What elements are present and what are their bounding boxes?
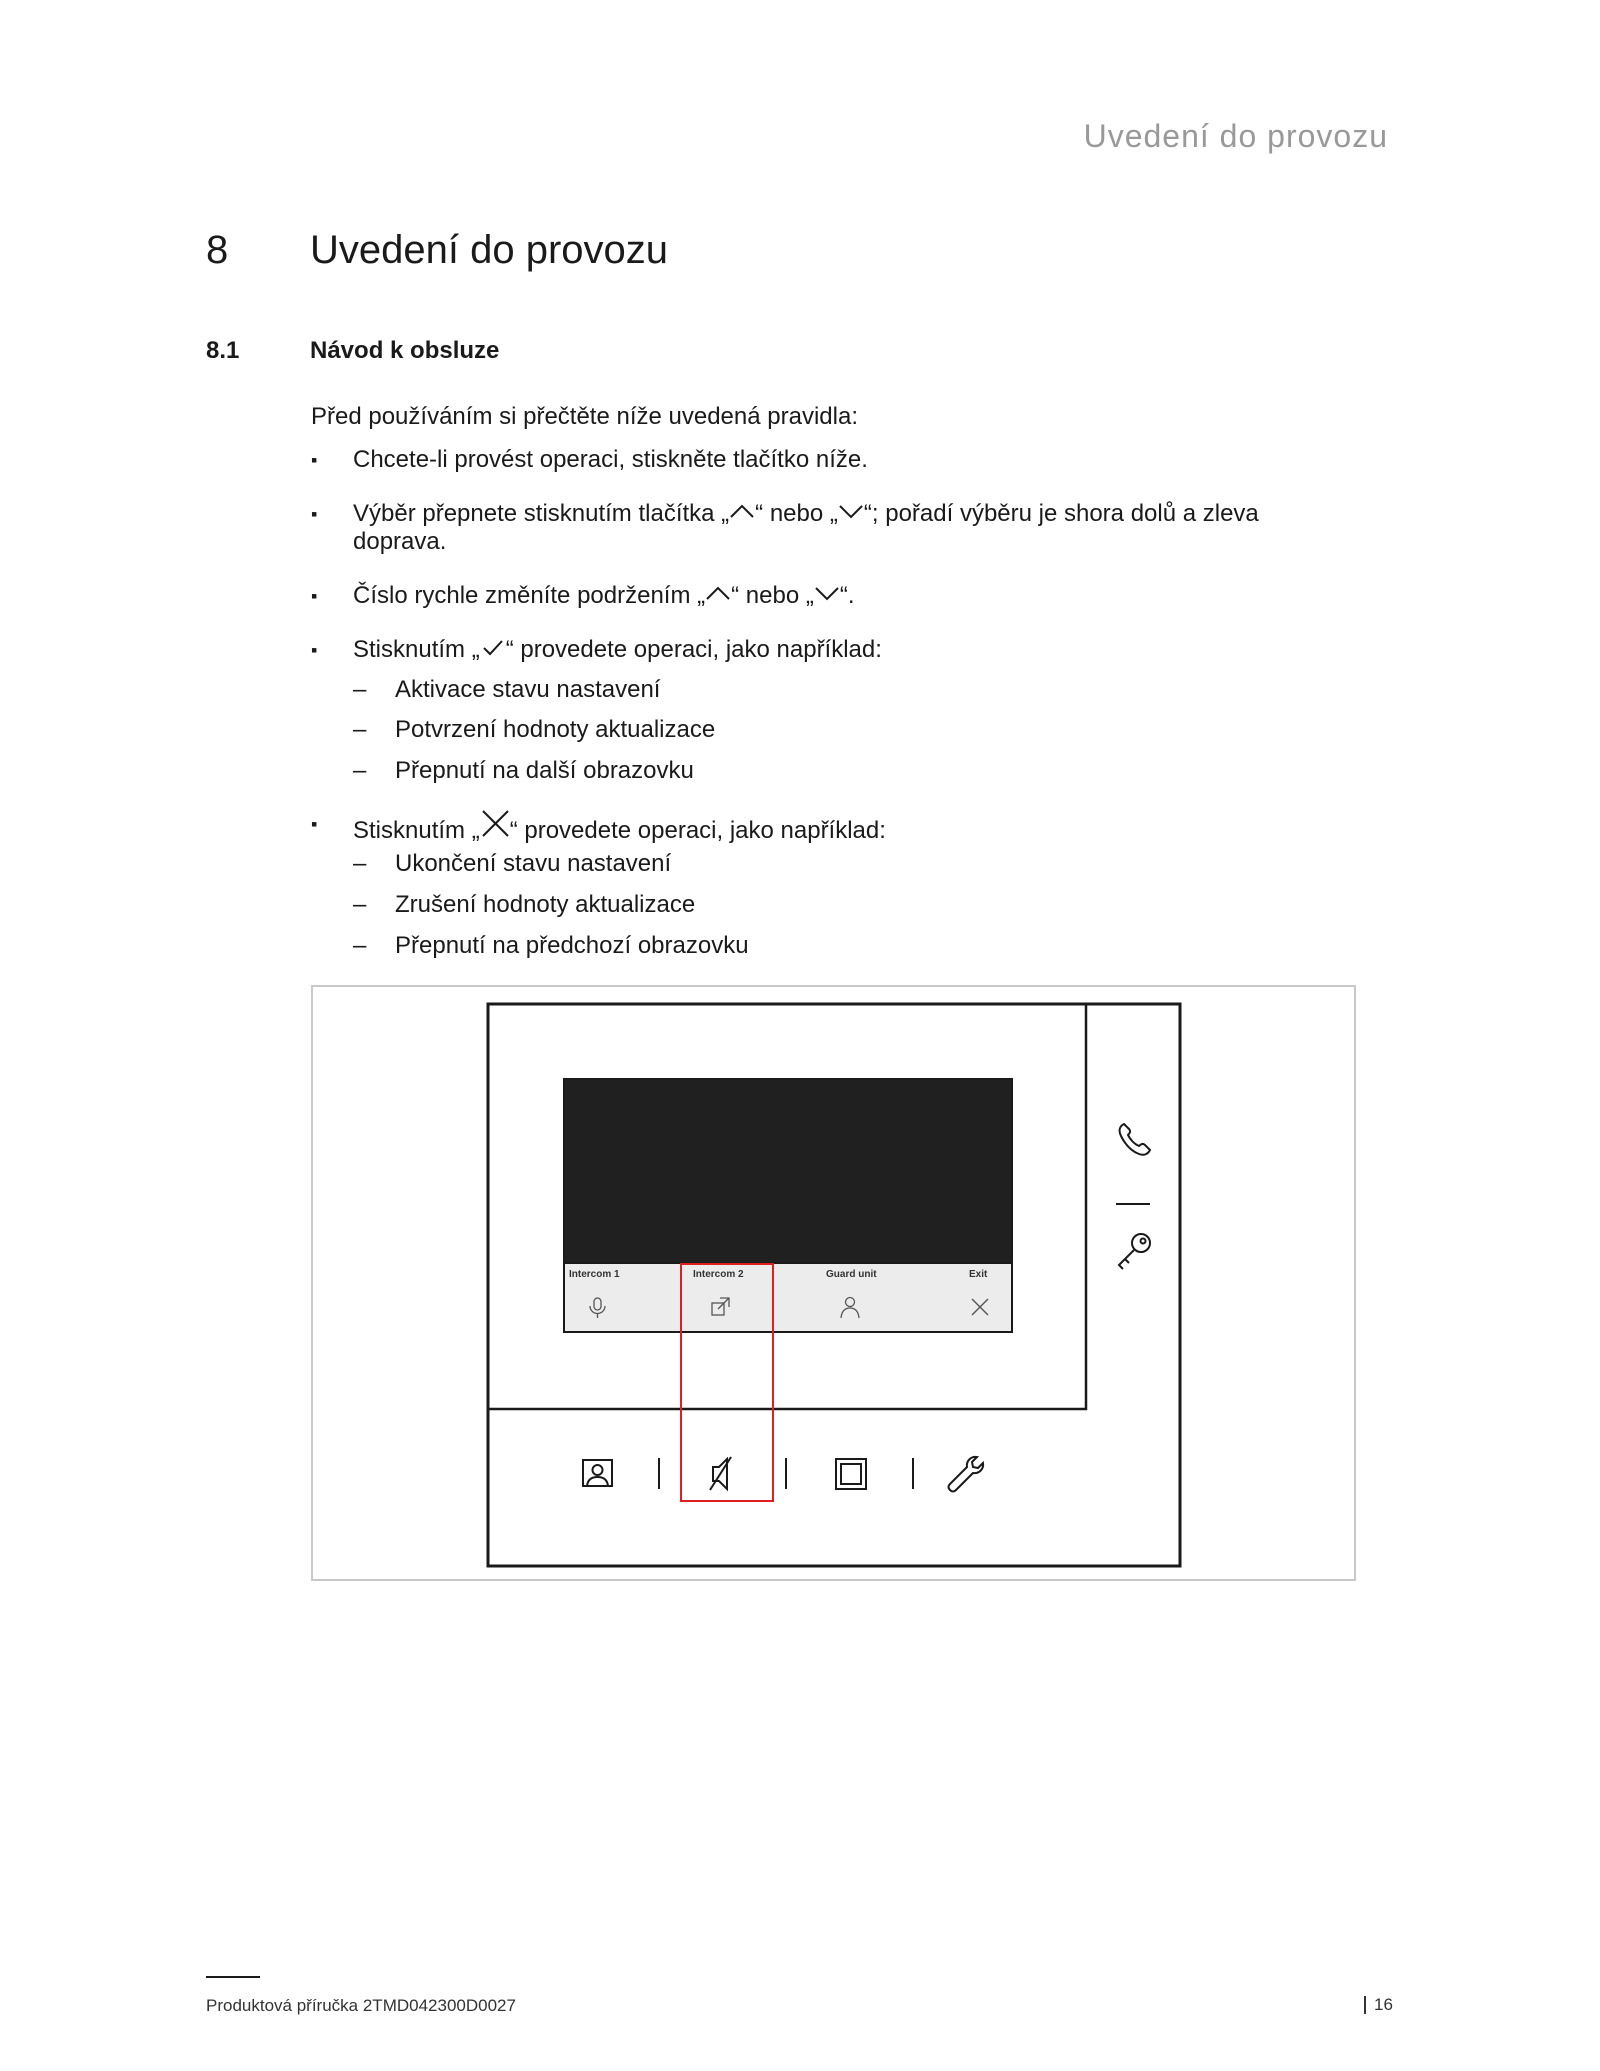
menu-label-guard-unit[interactable]: Guard unit bbox=[826, 1269, 877, 1280]
bullet-text bbox=[353, 636, 1363, 664]
bullet-text-part: “ provedete operaci, jako například: bbox=[509, 817, 886, 844]
chevron-down-icon bbox=[814, 585, 840, 607]
chevron-down-icon bbox=[838, 503, 864, 525]
list-item-text: Zrušení hodnoty aktualizace bbox=[395, 891, 696, 918]
bullet-text-part: Číslo rychle změníte podržením „ bbox=[353, 582, 706, 609]
menu-label-intercom-1[interactable]: Intercom 1 bbox=[569, 1269, 620, 1280]
intro-text: Před používáním si přečtěte níže uvedená pravidla: bbox=[311, 403, 858, 430]
bullet-text: Chcete-li provést operaci, stiskněte tlačítko níže. bbox=[353, 446, 868, 473]
device-figure bbox=[311, 985, 1356, 1581]
section-number: 8.1 bbox=[206, 337, 240, 364]
bullet-mark: ▪ bbox=[311, 450, 318, 470]
bullet-mark: ▪ bbox=[311, 814, 318, 834]
display-area bbox=[564, 1079, 1012, 1263]
device-illustration bbox=[313, 987, 1354, 1579]
bullet-text bbox=[353, 582, 1363, 610]
chevron-up-icon bbox=[729, 503, 755, 525]
dash-mark: – bbox=[353, 891, 367, 918]
list-item-text: Ukončení stavu nastavení bbox=[395, 850, 672, 877]
menu-label-exit[interactable]: Exit bbox=[969, 1269, 988, 1280]
list-item-text: Aktivace stavu nastavení bbox=[395, 676, 661, 703]
dash-mark: – bbox=[353, 932, 367, 959]
page-number: 16 bbox=[1364, 1996, 1393, 2014]
bullet-text-part: “ nebo „ bbox=[731, 582, 814, 609]
bullet-text-part: “. bbox=[839, 582, 855, 609]
menu-label-intercom-2[interactable]: Intercom 2 bbox=[693, 1269, 744, 1280]
dash-mark: – bbox=[353, 757, 367, 784]
bullet-text-part: Stisknutím „ bbox=[353, 636, 480, 663]
footer-document-title: Produktová příručka 2TMD042300D0027 bbox=[206, 1996, 516, 2015]
footer-rule bbox=[206, 1976, 260, 1978]
bullet-text-part: “ provedete operaci, jako například: bbox=[505, 636, 882, 663]
dash-mark: – bbox=[353, 716, 367, 743]
bullet-mark: ▪ bbox=[311, 504, 318, 524]
bullet-mark: ▪ bbox=[311, 640, 318, 660]
dash-mark: – bbox=[353, 850, 367, 877]
bullet-text bbox=[353, 500, 1363, 556]
dash-mark: – bbox=[353, 676, 367, 703]
bullet-text bbox=[353, 810, 1363, 845]
display-menu-bar bbox=[564, 1263, 1012, 1332]
bullet-text-part: Výběr přepnete stisknutím tlačítka „ bbox=[353, 500, 730, 527]
bullet-text-part: Stisknutím „ bbox=[353, 817, 480, 844]
bullet-text-part: “; pořadí výběru je shora dolů a zleva bbox=[863, 500, 1259, 527]
bullet-mark: ▪ bbox=[311, 586, 318, 606]
list-item-text: Přepnutí na předchozí obrazovku bbox=[395, 932, 749, 959]
section-title: Návod k obsluze bbox=[310, 337, 500, 364]
chapter-number: 8 bbox=[206, 228, 229, 272]
list-item-text: Přepnutí na další obrazovku bbox=[395, 757, 694, 784]
close-icon bbox=[480, 810, 510, 840]
bullet-text-part: “ nebo „ bbox=[755, 500, 838, 527]
chapter-title: Uvedení do provozu bbox=[310, 228, 669, 272]
running-head: Uvedení do provozu bbox=[1083, 118, 1388, 154]
list-item-text: Potvrzení hodnoty aktualizace bbox=[395, 716, 716, 743]
checkmark-icon bbox=[480, 639, 506, 661]
bullet-text-part: doprava. bbox=[353, 528, 447, 555]
chevron-up-icon bbox=[705, 585, 731, 607]
